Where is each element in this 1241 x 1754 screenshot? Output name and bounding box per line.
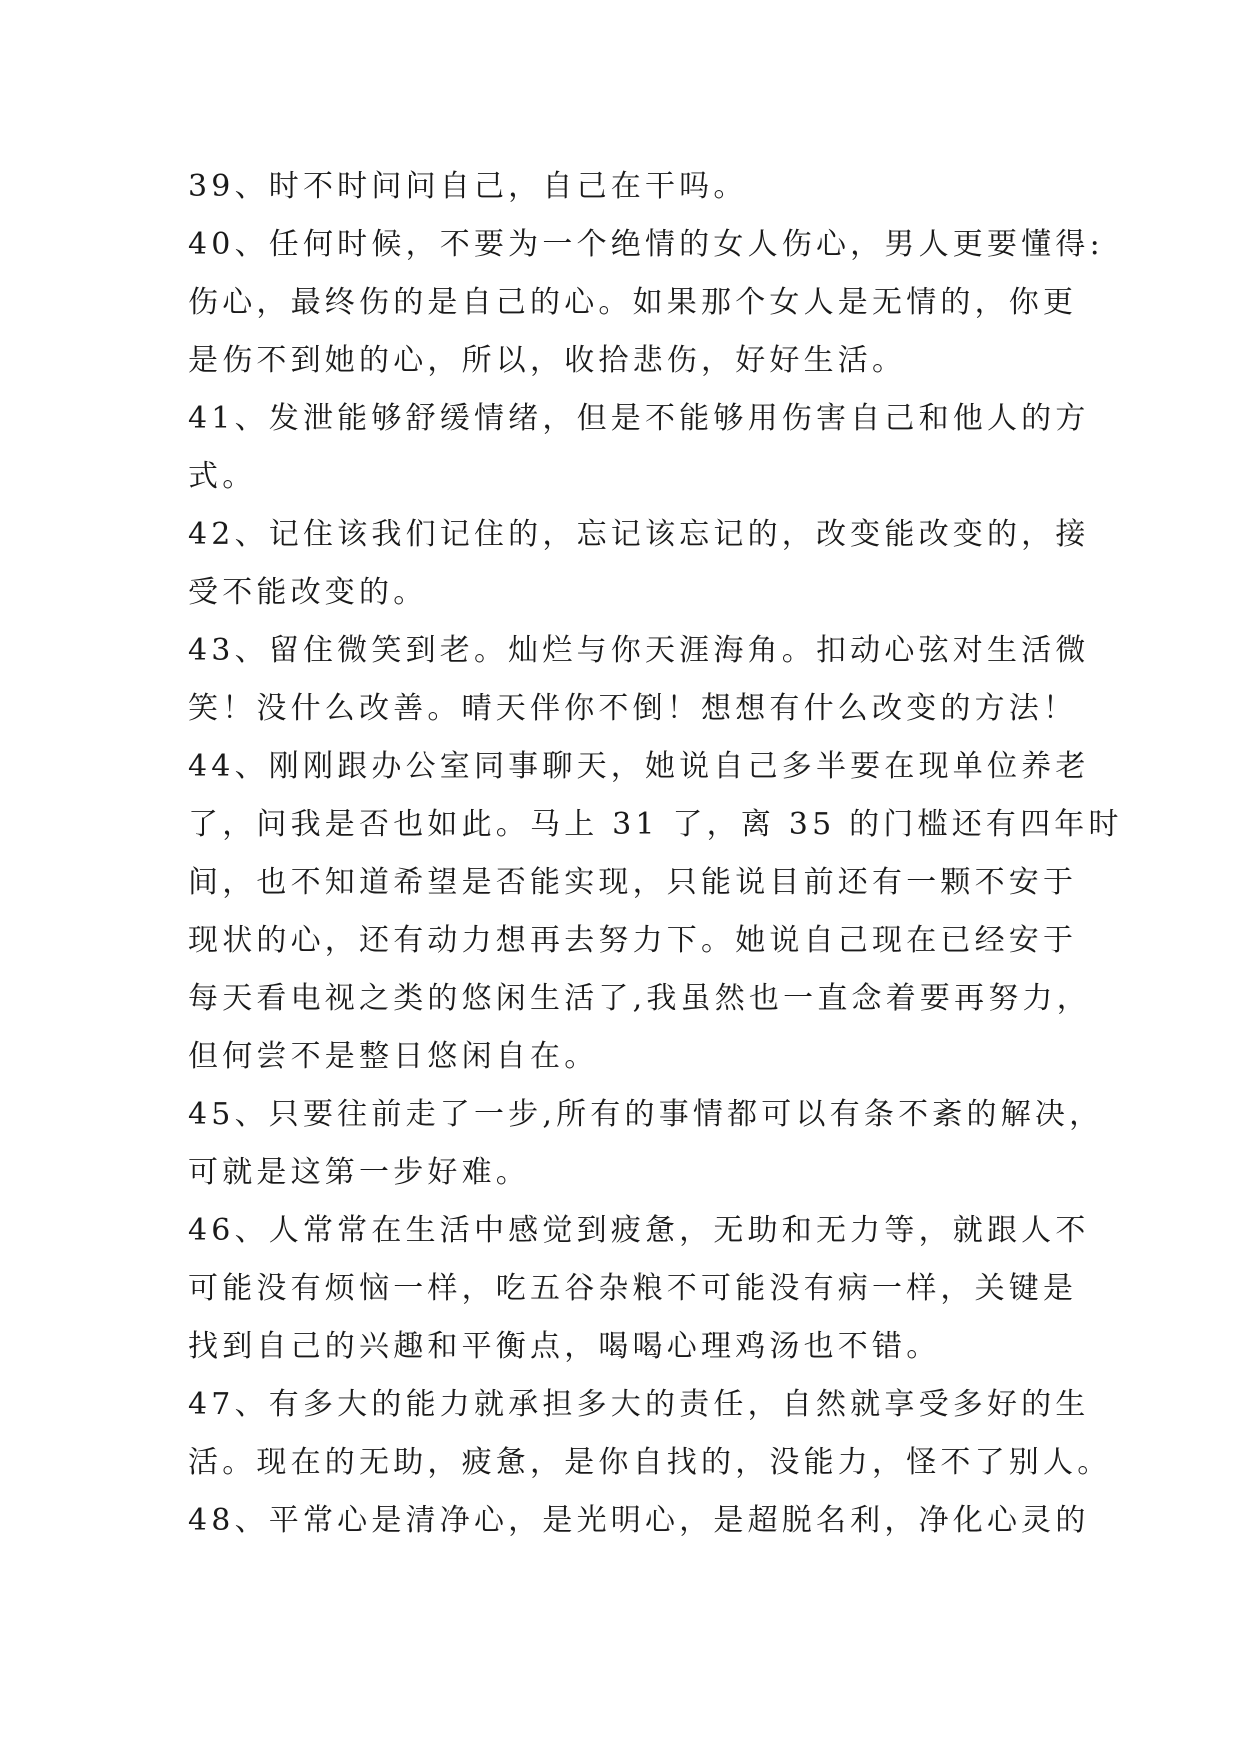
body-text <box>188 158 1123 1550</box>
text-line: 间，也不知道希望是否能实现，只能说目前还有一颗不安于 <box>188 865 1078 900</box>
text-line: 41、发泄能够舒缓情绪，但是不能够用伤害自己和他人的方 <box>188 401 1090 436</box>
text-line: 44、刚刚跟办公室同事聊天，她说自己多半要在现单位养老 <box>188 749 1090 784</box>
text-line: 48、平常心是清净心，是光明心，是超脱名利，净化心灵的 <box>188 1503 1090 1538</box>
text-line: 了，问我是否也如此。马上 31 了，离 35 的门槛还有四年时 <box>188 807 1123 842</box>
text-line: 40、任何时候，不要为一个绝情的女人伤心，男人更要懂得: <box>188 227 1104 262</box>
text-line: 但何尝不是整日悠闲自在。 <box>188 1039 599 1074</box>
text-line: 受不能改变的。 <box>188 575 428 610</box>
text-line: 42、记住该我们记住的，忘记该忘记的，改变能改变的，接 <box>188 517 1090 552</box>
text-line: 可能没有烦恼一样，吃五谷杂粮不可能没有病一样，关键是 <box>188 1271 1078 1306</box>
text-line: 46、人常常在生活中感觉到疲惫，无助和无力等，就跟人不 <box>188 1213 1090 1248</box>
text-line: 43、留住微笑到老。灿烂与你天涯海角。扣动心弦对生活微 <box>188 633 1090 668</box>
text-line: 每天看电视之类的悠闲生活了,我虽然也一直念着要再努力， <box>188 981 1091 1016</box>
text-line: 活。现在的无助，疲惫，是你自找的，没能力，怪不了别人。 <box>188 1445 1112 1480</box>
text-line: 现状的心，还有动力想再去努力下。她说自己现在已经安于 <box>188 923 1078 958</box>
text-line: 是伤不到她的心，所以，收拾悲伤，好好生活。 <box>188 343 907 378</box>
text-line: 47、有多大的能力就承担多大的责任，自然就享受多好的生 <box>188 1387 1090 1422</box>
text-line: 39、时不时问问自己，自己在干吗。 <box>188 169 748 204</box>
text-line: 式。 <box>188 459 257 494</box>
text-line: 可就是这第一步好难。 <box>188 1155 530 1190</box>
text-line: 找到自己的兴趣和平衡点，喝喝心理鸡汤也不错。 <box>188 1329 941 1364</box>
text-line: 伤心，最终伤的是自己的心。如果那个女人是无情的，你更 <box>188 285 1078 320</box>
text-line: 笑！没什么改善。晴天伴你不倒！想想有什么改变的方法！ <box>188 691 1078 726</box>
text-line: 45、只要往前走了一步,所有的事情都可以有条不紊的解决， <box>188 1097 1104 1132</box>
